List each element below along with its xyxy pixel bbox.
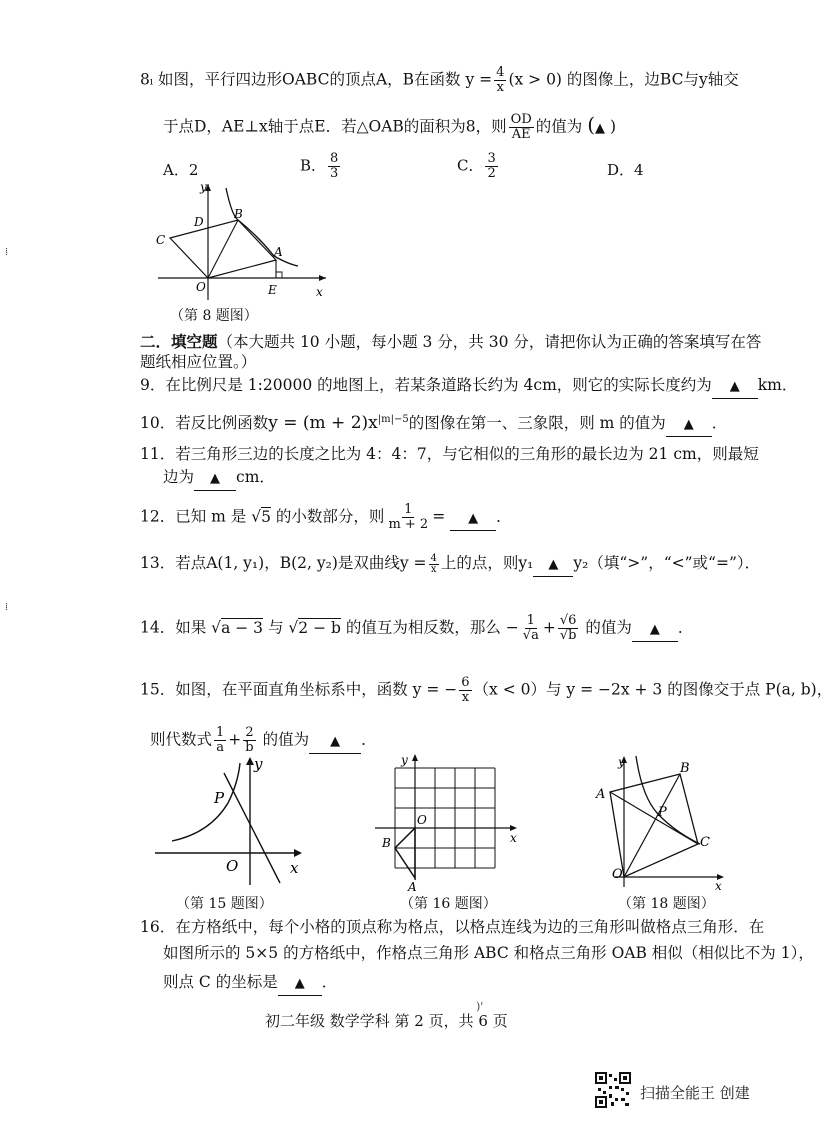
svg-text:O: O [226,857,239,875]
svg-text:x: x [510,831,517,845]
scan-mark: ⁞ [5,600,9,613]
question-15-line2: 则代数式 $\frac{1}{a}$ + $\frac{2}{b}$ 的值为 ▲ ． [150,725,377,755]
option-b: B． $\frac{8}{3}$ [300,151,339,181]
q8-function-fraction: $\frac{4}{x}$ [496,65,505,95]
svg-text:C: C [156,233,166,247]
svg-text:y: y [200,180,207,194]
hyperbola-curve [226,188,298,266]
right-angle-mark [276,272,282,278]
section-2-header: 二．填空题（本大题共 10 小题，每小题 3 分，共 30 分，请把你认为正确的答案填写在答 [140,332,762,351]
svg-text:E: E [268,283,277,297]
question-11-line1: 11．若三角形三边的长度之比为 4：4：7，与它相似的三角形的最长边为 21 cm，则最短 [140,445,759,463]
sqrt-icon: √ [211,618,222,637]
question-16-line3: 则点 C 的坐标是 ▲ ． [163,971,337,996]
svg-text:P: P [658,805,667,820]
figure-15 [150,755,310,890]
qr-code-icon [595,1072,631,1108]
question-11-line2: 边为 ▲ cm． [163,466,275,491]
option-d: D．4 [607,161,644,179]
square-oabc [610,774,698,877]
q8-ratio-fraction: $\frac{OD}{AE}$ [510,112,532,142]
option-a: A．2 [163,161,199,179]
question-13: 13．若点A(1, y₁)，B(2, y₂)是双曲线y = $\frac{4}{x}$ 上的点，则y₁ ▲ y₂（填“>”，“<”或“=”）． [140,552,760,577]
svg-text:P: P [214,789,225,807]
sqrt-icon: √ [251,507,262,526]
svg-text:x: x [290,859,299,877]
diagonal-ac [610,792,698,844]
question-8-line2: 于点D，AE⊥x轴于点E．若△OAB的面积为8，则 $\frac{OD}{AE}$ 的值为 (▲ ) [163,112,617,142]
svg-text:B: B [234,207,243,221]
option-c: C． $\frac{3}{2}$ [457,151,496,181]
segment-ob [208,220,238,278]
svg-text:x: x [316,285,323,299]
question-8-line1: 8ı 如图，平行四边形OABC的顶点A，B在函数 y = $\frac{4}{x}$ (x > 0) 的图像上，边BC与y轴交 [140,65,739,95]
svg-text:y: y [254,755,263,773]
triangle-oab [395,828,415,878]
figure-16-caption: （第 16 题图） [400,896,497,912]
section-2-desc: 题纸相应位置。） [140,353,257,371]
hyperbola-curve [172,763,240,841]
question-8-figure [148,176,338,304]
svg-text:O: O [612,867,623,882]
question-16-line1: 16．在方格纸中，每个小格的顶点称为格点，以格点连线为边的三角形叫做格点三角形．在 [140,918,765,936]
question-12: 12．已知 m 是 √5 的小数部分，则 $\frac{1}{m + 2}$ = ▲ ． [140,502,512,532]
scanner-watermark: 扫描全能王 创建 [640,1084,750,1102]
svg-text:y: y [618,755,625,769]
question-9: 9．在比例尺是 1:20000 的地图上，若某条道路长约为 4cm，则它的实际长度约为 ▲ km． [140,374,797,399]
svg-text:O: O [417,813,427,827]
svg-text:O: O [196,280,206,294]
svg-text:A: A [596,787,606,802]
svg-text:x: x [715,879,722,893]
svg-text:B: B [382,836,391,850]
figure-18-caption: （第 18 题图） [618,896,715,912]
svg-text:C: C [700,835,710,850]
scan-mark: ⁞ [5,245,9,258]
svg-text:y: y [401,753,408,767]
figure-16 [370,752,530,892]
question-16-line2: 如图所示的 5×5 的方格纸中，作格点三角形 ABC 和格点三角形 OAB 相似（相似比不为 1）， [163,944,814,962]
scan-mark: )' [476,1000,484,1013]
hyperbola-curve [636,756,700,844]
figure-15-caption: （第 15 题图） [176,896,273,912]
diagonal-ob [624,774,680,877]
figure-8-caption: （第 8 题图） [170,308,258,324]
question-14: 14．如果 √a − 3 与 √2 − b 的值互为相反数，那么 − $\frac{1}{√a}$ + $\frac{√6}{√b}$ 的值为 ▲ ． [140,613,694,643]
answer-mark: ▲ [595,120,606,136]
question-15-line1: 15．如图，在平面直角坐标系中，函数 y = − $\frac{6}{x}$ （x < 0）与 y = −2x + 3 的图像交于点 P(a, b)， [140,675,832,705]
svg-text:A: A [274,245,283,259]
sqrt-icon: √ [288,618,299,637]
question-10: 10．若反比例函数$y = (m + 2)x^{|m|-5}$的图像在第一、三象限，则 m 的值为 ▲ ． [140,409,727,437]
svg-text:D: D [194,215,204,229]
figure-18 [590,752,730,892]
svg-text:A: A [408,880,417,894]
page-footer: 初二年级 数学学科 第 2 页，共 6 页 [265,1012,508,1030]
svg-text:B: B [680,761,690,776]
